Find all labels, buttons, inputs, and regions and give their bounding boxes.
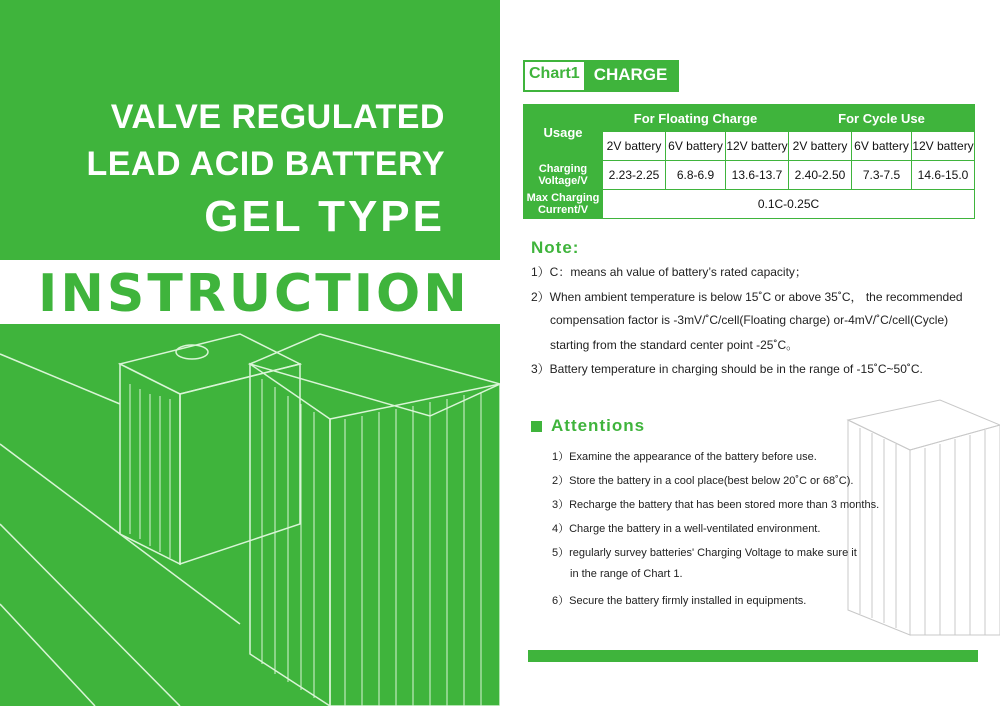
note-item-3: 3）Battery temperature in charging should be in the range of -15˚C~50˚C. xyxy=(531,362,923,376)
footer-bar xyxy=(528,650,978,662)
battery-type-cell: 12V battery xyxy=(726,132,789,161)
attention-item-cont: in the range of Chart 1. xyxy=(570,568,683,580)
note-item-2: 2）When ambient temperature is below 15˚C or above 35˚C， the recommended xyxy=(531,290,963,304)
usage-header: Usage xyxy=(524,105,603,161)
charging-voltage-cell: 6.8-6.9 xyxy=(666,161,726,190)
max-current-label: Max Charging Current/V xyxy=(524,190,603,219)
attentions-title-text: Attentions xyxy=(551,416,646,435)
charging-voltage-cell: 14.6-15.0 xyxy=(912,161,975,190)
floating-charge-header: For Floating Charge xyxy=(603,105,789,132)
title-line-2: LEAD ACID BATTERY xyxy=(86,145,445,183)
title-line-1: VALVE REGULATED xyxy=(110,98,445,136)
square-bullet-icon xyxy=(531,421,542,432)
battery-illustration xyxy=(0,324,500,706)
charging-voltage-cell: 2.23-2.25 xyxy=(603,161,666,190)
note-item-2-cont: compensation factor is -3mV/˚C/cell(Floating charge) or-4mV/˚C/cell(Cycle) xyxy=(550,313,949,327)
instruction-banner xyxy=(0,260,500,324)
chart-label: Chart1 xyxy=(529,65,580,82)
attention-item: 2）Store the battery in a cool place(best below 20˚C or 68˚C). xyxy=(552,475,854,487)
attention-item: 6）Secure the battery firmly installed in equipments. xyxy=(552,595,807,607)
attention-item: 1）Examine the appearance of the battery before use. xyxy=(552,451,817,463)
max-current-value: 0.1C-0.25C xyxy=(603,190,975,219)
attention-item: 3）Recharge the battery that has been stored more than 3 months. xyxy=(552,499,880,511)
chart-title: CHARGE xyxy=(584,62,678,90)
battery-type-cell: 6V battery xyxy=(852,132,912,161)
charging-voltage-cell: 7.3-7.5 xyxy=(852,161,912,190)
attention-item: 5）regularly survey batteries' Charging Voltage to make sure it xyxy=(552,547,857,559)
instruction-banner-text: INSTRUCTION xyxy=(38,264,470,324)
battery-type-cell: 6V battery xyxy=(666,132,726,161)
battery-type-cell: 12V battery xyxy=(912,132,975,161)
chart-header xyxy=(523,60,679,92)
charging-voltage-cell: 2.40-2.50 xyxy=(789,161,852,190)
cycle-use-header: For Cycle Use xyxy=(789,105,975,132)
attention-item: 4）Charge the battery in a well-ventilated environment. xyxy=(552,523,821,535)
attentions-title xyxy=(531,416,645,436)
charging-voltage-cell: 13.6-13.7 xyxy=(726,161,789,190)
note-title: Note: xyxy=(531,238,580,257)
battery-type-cell: 2V battery xyxy=(603,132,666,161)
note-item-1: 1）C：means ah value of battery’s rated capacity； xyxy=(531,265,807,279)
battery-type-cell: 2V battery xyxy=(789,132,852,161)
note-item-2-cont: starting from the standard center point -25˚C。 xyxy=(550,338,799,352)
charging-voltage-label: Charging Voltage/V xyxy=(524,161,603,190)
title-line-3: GEL TYPE xyxy=(204,192,445,241)
instruction-page xyxy=(500,0,1000,706)
charge-table xyxy=(523,104,975,219)
